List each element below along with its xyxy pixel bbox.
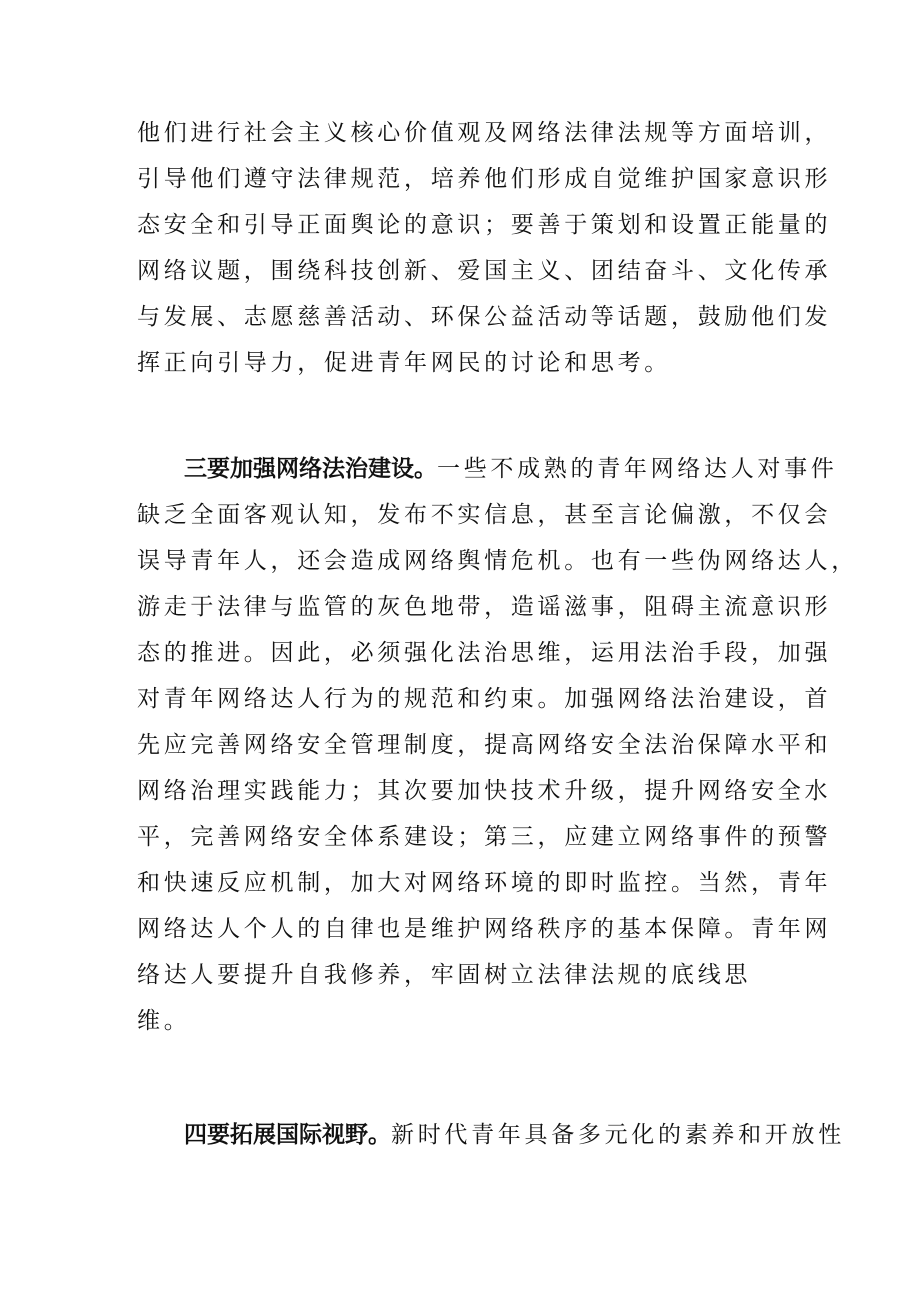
paragraph-2-line-12: 络达人要提升自我修养，牢固树立法律法规的底线思 (137, 962, 752, 988)
paragraph-2-line-5: 态的推进。因此，必须强化法治思维，运用法治手段，加强 (137, 640, 832, 666)
paragraph-2-line-8: 网络治理实践能力；其次要加快技术升级，提升网络安全水 (137, 778, 832, 804)
paragraph-2-line-11: 网络达人个人的自律也是维护网络秩序的基本保障。青年网 (137, 916, 832, 942)
paragraph-2-line-2: 缺乏全面客观认知，发布不实信息，甚至言论偏激，不仅会 (137, 502, 832, 528)
paragraph-1-line-3: 态安全和引导正面舆论的意识；要善于策划和设置正能量的 (137, 212, 832, 238)
paragraph-2-line-13: 维。 (137, 1008, 191, 1034)
paragraph-2-line-3: 误导青年人，还会造成网络舆情危机。也有一些伪网络达人， (137, 548, 858, 574)
paragraph-3-line-1-text: 新时代青年具备多元化的素养和开放性 (391, 1122, 845, 1148)
paragraph-2-line-10: 和快速反应机制，加大对网络环境的即时监控。当然，青年 (137, 870, 832, 896)
paragraph-1-line-6: 挥正向引导力，促进青年网民的讨论和思考。 (137, 350, 671, 376)
paragraph-2-line-6: 对青年网络达人行为的规范和约束。加强网络法治建设，首 (137, 686, 832, 712)
paragraph-1-line-5: 与发展、志愿慈善活动、环保公益活动等话题，鼓励他们发 (137, 304, 832, 330)
paragraph-1-line-2: 引导他们遵守法律规范，培养他们形成自觉维护国家意识形 (137, 166, 832, 192)
paragraph-2-line-9: 平，完善网络安全体系建设；第三，应建立网络事件的预警 (137, 824, 832, 850)
paragraph-2-heading: 三要加强网络法治建设。 (184, 456, 437, 482)
paragraph-3-line-1 (184, 1117, 845, 1153)
paragraph-3-heading: 四要拓展国际视野。 (184, 1122, 391, 1148)
paragraph-1-line-1: 他们进行社会主义核心价值观及网络法律法规等方面培训， (137, 120, 832, 146)
paragraph-2-line-1-text: 一些不成熟的青年网络达人对事件 (437, 456, 838, 482)
paragraph-1-line-4: 网络议题，围绕科技创新、爱国主义、团结奋斗、文化传承 (137, 258, 832, 284)
paragraph-2-line-1 (184, 451, 838, 487)
paragraph-2-line-7: 先应完善网络安全管理制度，提高网络安全法治保障水平和 (137, 732, 832, 758)
paragraph-2-line-4: 游走于法律与监管的灰色地带，造谣滋事，阻碍主流意识形 (137, 594, 832, 620)
